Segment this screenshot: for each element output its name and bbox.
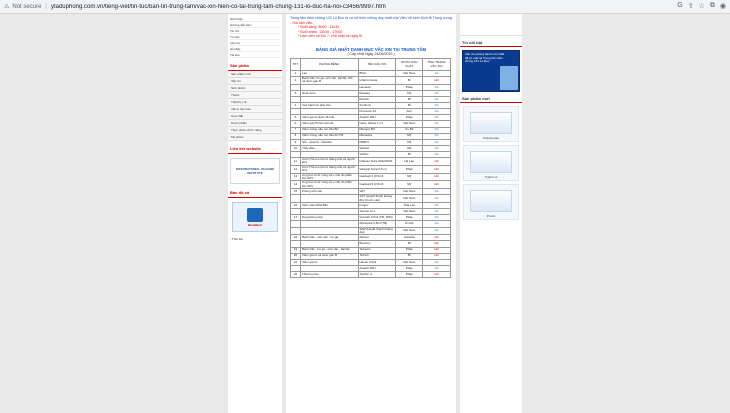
product-link[interactable]: Vắc xin [228, 78, 282, 85]
cell-country: Thái Lan [396, 203, 423, 209]
right-header [460, 14, 522, 36]
cell-vaccine: Rotarix [358, 97, 396, 103]
table-row [291, 227, 451, 235]
table-subtitle: ( Cập nhật Ngày 24/05/2023 ) [347, 51, 395, 56]
cell-country: Bỉ [396, 241, 423, 247]
cell-vaccine: Avaxim 80U [358, 115, 396, 121]
product-link[interactable]: Thực phẩm chức năng [228, 127, 282, 134]
left-menu-item[interactable]: Tin tức [230, 28, 280, 34]
cell-country: Việt Nam [396, 209, 423, 215]
weather-link[interactable] [228, 236, 282, 242]
cell-country: Mỹ [396, 90, 423, 96]
left-menu-item[interactable]: Tư vấn [230, 34, 280, 40]
table-body [291, 70, 451, 277]
cell-vaccine: VAT [358, 189, 396, 195]
intro-text [286, 14, 456, 41]
cell-disease: Sởi - Quai bị - Rubella [300, 139, 358, 145]
cell-vaccine: Abhayrab 0,5ml (TB) [358, 221, 396, 227]
cell-disease [300, 195, 358, 203]
profile-icon[interactable]: ◉ [719, 3, 726, 10]
cell-country: Bỉ [396, 151, 423, 157]
cell-stt: 2 [291, 77, 301, 85]
product-link[interactable]: Mỹ phẩm [228, 134, 282, 141]
building-icon [247, 208, 263, 222]
map-banner[interactable] [232, 202, 278, 232]
product-image [470, 151, 512, 173]
cell-stt: 16 [291, 203, 301, 209]
table-row [291, 77, 451, 85]
cell-country: Việt Nam [396, 259, 423, 265]
cell-country: Hà Lan [396, 158, 423, 166]
left-menu-item[interactable]: Hỏi đáp [230, 46, 280, 52]
cell-disease: Thủy đậu [300, 145, 358, 151]
cell-country: Pháp [396, 165, 423, 173]
article-content [286, 14, 456, 413]
product-link[interactable]: Vật tư tiêu hao [228, 106, 282, 113]
cell-disease: Viêm gan B trên 10 tuổi [300, 121, 358, 127]
cell-stt [291, 195, 301, 203]
cell-stt: 6 [291, 121, 301, 127]
cell-status: Hết [423, 165, 451, 173]
cell-vaccine: Mengoc BC [358, 127, 396, 133]
cell-disease: Ung thư cổ tử cung và u nhú do phân lớp HPV [300, 181, 358, 189]
table-row [291, 181, 451, 189]
cell-status: Có [423, 103, 451, 109]
cell-disease: Bạch hầu - uốn ván - ho gà [300, 235, 358, 241]
product-link[interactable]: Thiết bị y tế [228, 99, 282, 106]
cell-vaccine: Boostrix [358, 241, 396, 247]
cell-vaccine: Menactra [358, 133, 396, 139]
cell-country: Ấn Độ [396, 221, 423, 227]
cell-stt: 7 [291, 127, 301, 133]
cell-disease: Phòng uốn ván [300, 189, 358, 195]
cell-stt: 13 [291, 173, 301, 181]
table-title: BẢNG GIÁ NHẬT DANH MỤC VẮC XIN TẠI TRUNG TÂM [315, 46, 427, 52]
cell-stt: 18 [291, 235, 301, 241]
intro-line: Trung tâm tiêm chủng 131 Lò Đúc là cơ sở tiêm chủng duy nhất của Viện Vệ sinh Dịch tễ Trung ương [290, 16, 452, 20]
header-status: TÌNH TRẠNG VẮC XIN [423, 58, 451, 70]
cell-country: Bỉ [396, 97, 423, 103]
cell-status: Hết [423, 241, 451, 247]
cell-stt: 19 [291, 247, 301, 253]
cell-status: Hết [423, 253, 451, 259]
cell-status: Hết [423, 158, 451, 166]
cell-country: Bỉ [396, 253, 423, 259]
warning-icon: ⚠ [4, 4, 10, 10]
cell-country: Mỹ [396, 181, 423, 189]
cell-stt: 22 [291, 271, 301, 277]
cell-vaccine: Gene Hbvax 1 ml [358, 121, 396, 127]
cell-country: Cu Ba [396, 127, 423, 133]
product-link[interactable]: Sản phẩm mới [228, 71, 282, 78]
cell-vaccine: MMR II [358, 139, 396, 145]
cell-vaccine: Influvac Tetra 2022/2023 [358, 158, 396, 166]
cell-vaccine: Hexaxim [358, 84, 396, 90]
intro-line: - Giờ làm việc: [290, 20, 314, 25]
cell-disease: Thương hàn [300, 271, 358, 277]
cell-status: Có [423, 151, 451, 157]
products-title: Sản phẩm [228, 61, 282, 71]
header-vaccine: TÊN VẮC XIN [358, 58, 396, 70]
header-country: NƯỚC SẢN XUẤT [396, 58, 423, 70]
cell-status: Có [423, 221, 451, 227]
weather-label: Thời tiết [231, 237, 243, 241]
cell-status: Hết [423, 235, 451, 241]
cell-stt: 5 [291, 115, 301, 121]
cell-disease: Viêm gan A dưới 18 tuổi [300, 115, 358, 121]
cell-disease: Rota virus [300, 90, 358, 96]
cell-disease: Viêm màng não mô cầu BC [300, 127, 358, 133]
cell-country: Mỹ [396, 133, 423, 139]
cell-status: Có [423, 189, 451, 195]
product-link[interactable]: Dược phẩm [228, 120, 282, 127]
cell-vaccine: Synflorix [358, 103, 396, 109]
product-image [470, 112, 512, 134]
cell-status: Có [423, 259, 451, 265]
promo-text: Vắc xin phòng bệnh mới nhất đã có mặt tại Trung tâm tiêm chủng 131 Lò Đúc [465, 52, 505, 64]
product-card[interactable] [463, 106, 519, 142]
ivi-logo-link[interactable] [230, 158, 280, 184]
extensions-icon[interactable]: ⧉ [709, 2, 715, 9]
cell-stt: 10 [291, 145, 301, 151]
product-link[interactable]: Hóa chất [228, 113, 282, 120]
cell-country: Việt Nam [396, 70, 423, 76]
cell-stt: 4 [291, 103, 301, 109]
header-disease: PHÒNG BỆNH [300, 58, 358, 70]
products-list [228, 71, 282, 141]
cell-disease [300, 227, 358, 235]
left-menu-item[interactable]: Hướng dẫn tiêm [230, 22, 280, 28]
cell-vaccine: SAT (Huyết thanh kháng độc tố uốn ván) [358, 195, 396, 203]
star-icon[interactable]: ☆ [698, 3, 705, 10]
cell-vaccine: Prevenar 13 [358, 109, 396, 115]
cell-country: Mỹ [396, 145, 423, 151]
security-label[interactable]: Not secure [12, 3, 42, 10]
map-brand: Bioabtierl [248, 222, 262, 227]
cell-status: Có [423, 265, 451, 271]
cell-stt: 21 [291, 259, 301, 265]
cell-country: Pháp [396, 215, 423, 221]
left-menu-item[interactable]: Giới thiệu [230, 16, 280, 22]
cell-disease: Viêm màng não mô cầu ACYW [300, 133, 358, 139]
cell-status: Có [423, 70, 451, 76]
cell-vaccine: Varivax [358, 145, 396, 151]
cell-status: Có [423, 90, 451, 96]
highlight-title: Tin nổi bật [460, 39, 522, 47]
cell-stt: 20 [291, 253, 301, 259]
cell-status: Có [423, 97, 451, 103]
page [0, 14, 730, 413]
cell-disease: Các bệnh do phế cầu [300, 103, 358, 109]
cell-disease: Dại (phòng dại) [300, 215, 358, 221]
cell-vaccine: Havax 0,5ml [358, 259, 396, 265]
left-menu-item[interactable]: Liên hệ [230, 40, 280, 46]
cell-disease: Ung thư cổ tử cung và u nhú do phân lớp HPV [300, 173, 358, 181]
cell-status: Có [423, 127, 451, 133]
cell-stt: 9 [291, 139, 301, 145]
cell-status: Có [423, 84, 451, 90]
cell-disease: Bạch hầu - ho gà - uốn ván - bại liệt [300, 247, 358, 253]
cell-country: Anh [396, 109, 423, 115]
product-image [470, 190, 512, 212]
cell-vaccine: Vaxigrip Tetra 0,5 ml [358, 165, 396, 173]
cell-vaccine: Verorab 0,5ml (TB, TDD) [358, 215, 396, 221]
cell-country: Pháp [396, 271, 423, 277]
cell-stt [291, 227, 301, 235]
cell-status: Có [423, 209, 451, 215]
cell-country: Mỹ [396, 173, 423, 181]
cell-stt: 14 [291, 181, 301, 189]
cell-status: Có [423, 133, 451, 139]
cell-status: Có [423, 145, 451, 151]
cell-stt: 1 [291, 70, 301, 76]
right-sidebar [460, 14, 522, 413]
cell-disease: Viêm gan A [300, 259, 358, 265]
cell-stt: 12 [291, 165, 301, 173]
cell-vaccine: Rotateq [358, 90, 396, 96]
cell-stt: 8 [291, 133, 301, 139]
left-sidebar [228, 14, 282, 413]
cell-vaccine: Imojev [358, 203, 396, 209]
share-icon[interactable]: ⇪ [687, 3, 694, 10]
product-card[interactable] [463, 184, 519, 220]
product-link[interactable]: Thuốc [228, 92, 282, 99]
cell-stt: 15 [291, 189, 301, 195]
cell-disease: Viêm gan A và viêm gan B [300, 253, 358, 259]
product-card[interactable] [463, 145, 519, 181]
cell-country: Pháp [396, 84, 423, 90]
cell-disease: Lao [300, 70, 358, 76]
cell-vaccine: Varilrix [358, 151, 396, 157]
cell-status: Có [423, 227, 451, 235]
cell-vaccine: Twinrix [358, 253, 396, 259]
cell-status: Hết [423, 181, 451, 189]
cell-vaccine: Tetraxim [358, 247, 396, 253]
product-caption: Typhim vi [484, 175, 498, 179]
promo-banner[interactable] [462, 50, 520, 92]
cell-status: Có [423, 115, 451, 121]
table-row [291, 195, 451, 203]
cell-status: Có [423, 121, 451, 127]
cell-country: Pháp [396, 247, 423, 253]
links-title: Liên kết website [228, 144, 282, 154]
cell-vaccine: Infanrix Hexa [358, 77, 396, 85]
cell-disease: Bạch hầu, ho gà, uốn ván, bại liệt, Hib, và viêm gan B [300, 77, 358, 85]
intro-line: * Làm việc cả thứ 7, chủ nhật và ngày lễ [298, 34, 363, 39]
cell-disease: Cúm (Trẻ em trên 6 tháng tuổi và người lớn) [300, 158, 358, 166]
cell-vaccine: Jeevax 1ml [358, 209, 396, 215]
cell-country: Việt Nam [396, 195, 423, 203]
cell-disease: Cúm (Trẻ em trên 6 tháng tuổi và người lớn) [300, 165, 358, 173]
map-title: Bản đồ số [228, 188, 282, 198]
cell-country: Canada [396, 235, 423, 241]
cell-vaccine: Gardasil 9 (0.5ml) [358, 181, 396, 189]
browser-actions [677, 2, 726, 10]
left-menu-item[interactable]: Tài liệu [230, 52, 280, 58]
product-link[interactable]: Sinh phẩm [228, 85, 282, 92]
cell-disease: Viêm não Nhật Bản [300, 203, 358, 209]
browser-address-bar [0, 0, 730, 14]
google-icon[interactable]: G [677, 2, 683, 9]
new-products-title: Sản phẩm mới [460, 95, 522, 103]
cell-vaccine: Adacel [358, 235, 396, 241]
cell-country: Bỉ [396, 103, 423, 109]
header-stt: STT [291, 58, 301, 70]
cell-country: Bỉ [396, 77, 423, 85]
left-menu [228, 14, 282, 58]
url-field[interactable]: ytaduphong.com.vn/tieng-viet/tin-tuc/ban-tin-trung-tam/vac-xin-hien-co-tai-trung-tam-chung-131-lo-duc-ha-noi-c3456/9997.htm [50, 3, 386, 10]
cell-country: Việt Nam [396, 189, 423, 195]
cell-status: Có [423, 203, 451, 209]
cell-status: Có [423, 139, 451, 145]
cell-country: Việt Nam [396, 227, 423, 235]
cell-status: Hết [423, 247, 451, 253]
cell-stt: 11 [291, 158, 301, 166]
product-caption: Polymerase [483, 136, 499, 140]
cell-status: Hết [423, 271, 451, 277]
cell-status: Hết [423, 173, 451, 181]
cell-status: Có [423, 195, 451, 203]
product-caption: Pruvin [486, 214, 496, 218]
image-icon: ▫ [230, 237, 232, 241]
cell-vaccine: Avaxim 80U [358, 265, 396, 271]
ivi-logo-text: INTERNATIONAL VACCINE INSTITUTE [235, 167, 275, 175]
table-row [291, 165, 451, 173]
cell-vaccine: Gardasil 4 (0.5ml) [358, 173, 396, 181]
cell-vaccine: SAR (Huyết thanh kháng dại) [358, 227, 396, 235]
intro-line: * Buổi chiều: 13h30 - 17h00 [298, 29, 343, 34]
promo-image [500, 66, 518, 90]
table-row [291, 271, 451, 277]
cell-status: Hết [423, 77, 451, 85]
cell-stt: 17 [291, 215, 301, 221]
cell-country: Việt Nam [396, 121, 423, 127]
cell-vaccine: Typhim vi [358, 271, 396, 277]
intro-line: * Buổi sáng: 8h00 - 11h30 [298, 25, 340, 30]
table-header-row [291, 58, 451, 70]
cell-status: Có [423, 109, 451, 115]
separator: | [45, 3, 47, 10]
cell-vaccine: BCG [358, 70, 396, 76]
cell-country: Pháp [396, 115, 423, 121]
cell-country: Pháp [396, 265, 423, 271]
vaccine-table [290, 58, 451, 278]
cell-country: Mỹ [396, 139, 423, 145]
cell-status: Có [423, 215, 451, 221]
cell-stt: 3 [291, 90, 301, 96]
